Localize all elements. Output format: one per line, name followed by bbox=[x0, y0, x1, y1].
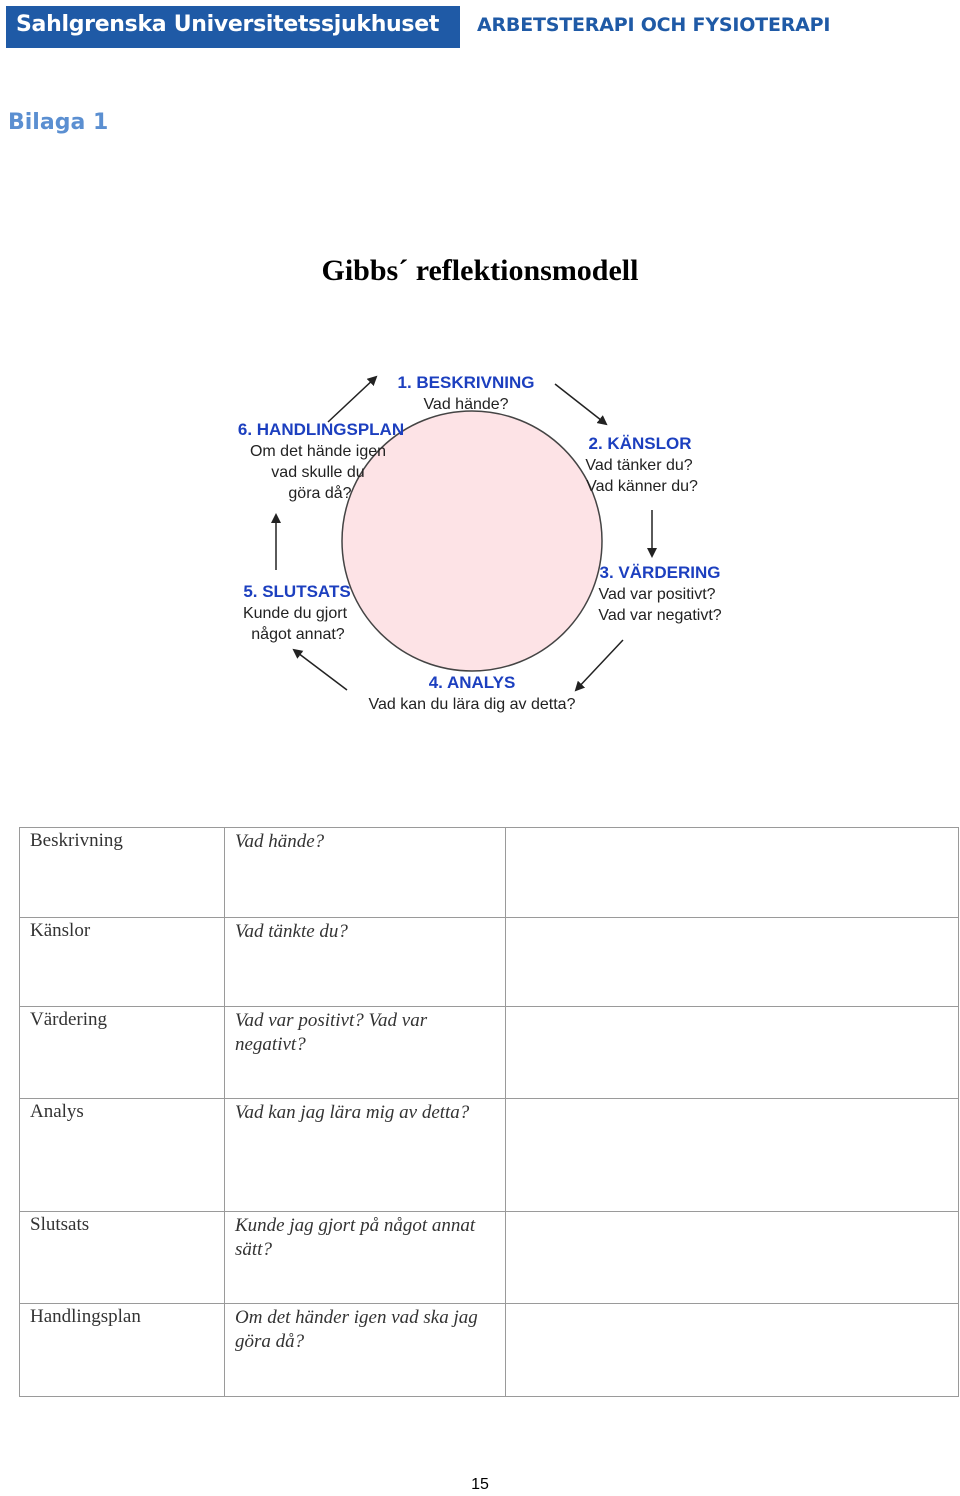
step-heading: 6. HANDLINGSPLAN bbox=[237, 420, 405, 439]
arrow-1-to-2 bbox=[555, 384, 606, 424]
page-number: 15 bbox=[471, 1476, 489, 1493]
step-question: Vad var positivt? bbox=[598, 586, 716, 603]
row-label: Analys bbox=[20, 1099, 225, 1212]
step-question: något annat? bbox=[251, 626, 345, 643]
step-question: Om det hände igen bbox=[249, 443, 387, 460]
arrow-6-to-1 bbox=[328, 377, 376, 422]
step-question: Vad tänker du? bbox=[585, 457, 693, 474]
table-row bbox=[20, 1212, 959, 1304]
step-question: Vad känner du? bbox=[586, 478, 698, 495]
table-row bbox=[20, 828, 959, 918]
table-row bbox=[20, 1304, 959, 1397]
row-label: Handlingsplan bbox=[20, 1304, 225, 1397]
row-label: Känslor bbox=[20, 918, 225, 1007]
org-name: Sahlgrenska Universitetssjukhuset bbox=[16, 12, 440, 37]
step-4-analys bbox=[369, 673, 576, 713]
row-label: Beskrivning bbox=[20, 828, 225, 918]
appendix-label: Bilaga 1 bbox=[8, 110, 109, 135]
answer-cell[interactable] bbox=[506, 918, 959, 1007]
answer-cell[interactable] bbox=[506, 1099, 959, 1212]
department-name: ARBETSTERAPI OCH FYSIOTERAPI bbox=[477, 14, 831, 36]
step-heading: 4. ANALYS bbox=[428, 673, 516, 692]
answer-cell[interactable] bbox=[506, 1212, 959, 1304]
row-label: Värdering bbox=[20, 1007, 225, 1099]
step-question: Vad hände? bbox=[423, 396, 509, 413]
row-label: Slutsats bbox=[20, 1212, 225, 1304]
answer-cell[interactable] bbox=[506, 1304, 959, 1397]
page-title: Gibbs´ reflektionsmodell bbox=[321, 254, 639, 287]
step-heading: 2. KÄNSLOR bbox=[588, 434, 692, 453]
reflection-table bbox=[19, 827, 959, 1397]
row-question: Om det händer igen vad ska jag göra då? bbox=[225, 1304, 506, 1397]
row-question: Kunde jag gjort på något annat sätt? bbox=[225, 1212, 506, 1304]
step-2-kanslor bbox=[585, 434, 698, 495]
step-heading: 5. SLUTSATS bbox=[243, 582, 351, 601]
step-question: vad skulle du bbox=[271, 464, 365, 481]
arrow-3-to-4 bbox=[576, 640, 623, 690]
row-question: Vad tänkte du? bbox=[225, 918, 506, 1007]
step-3-vardering bbox=[598, 563, 721, 624]
table-row bbox=[20, 1007, 959, 1099]
step-question: göra då? bbox=[288, 485, 352, 502]
step-question: Vad kan du lära dig av detta? bbox=[368, 696, 576, 713]
step-1-beskrivning bbox=[398, 373, 535, 413]
row-question: Vad hände? bbox=[225, 828, 506, 918]
step-5-slutsats bbox=[243, 582, 351, 643]
table-row bbox=[20, 1099, 959, 1212]
row-question: Vad kan jag lära mig av detta? bbox=[225, 1099, 506, 1212]
step-heading: 3. VÄRDERING bbox=[599, 563, 721, 582]
step-question: Kunde du gjort bbox=[242, 605, 348, 622]
table-row bbox=[20, 918, 959, 1007]
step-heading: 1. BESKRIVNING bbox=[397, 373, 535, 392]
answer-cell[interactable] bbox=[506, 1007, 959, 1099]
arrow-4-to-5 bbox=[294, 650, 347, 690]
step-question: Vad var negativt? bbox=[598, 607, 722, 624]
answer-cell[interactable] bbox=[506, 828, 959, 918]
row-question: Vad var positivt? Vad var negativt? bbox=[225, 1007, 506, 1099]
